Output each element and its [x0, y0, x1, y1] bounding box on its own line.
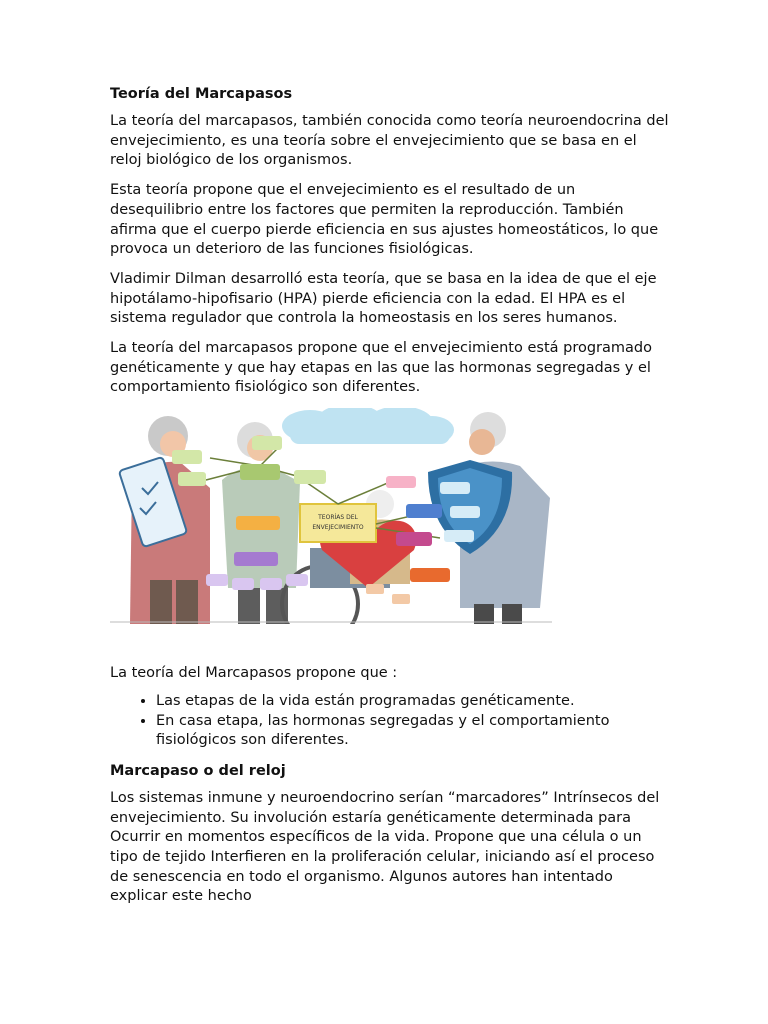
- cloud-shape: [282, 408, 454, 444]
- aging-theories-illustration: [110, 408, 552, 624]
- center-label-box: [300, 504, 376, 542]
- paragraph: Los sistemas inmune y neuroendocrino serían “marcadores” Intrínsecos del envejecimiento. Su involución estaría genéticamente determinada para Ocurrir en momentos específicos de la vida. Propone que una célula o un tipo de tejido Interfieren en la proliferación celular, iniciando así el proceso de senescencia en todo el organismo. Algunos autores han intentado explicar este hecho: [110, 789, 660, 905]
- paragraph: La teoría del marcapasos propone que el envejecimiento está programado genéticamente y que hay etapas en las que las hormonas segregadas y el comportamiento fisiológico son diferentes.: [110, 340, 652, 396]
- section-title-reloj: Marcapaso o del reloj: [110, 762, 286, 779]
- section-title-teoria: Teoría del Marcapasos: [110, 86, 293, 102]
- bullet-list: [110, 692, 670, 751]
- elderly-man-shield-figure: [428, 412, 550, 624]
- paragraph: Esta teoría propone que el envejecimiento es el resultado de un desequilibrio entre los factores que permiten la reproducción. También afirma que el cuerpo pierde eficiencia en sus ajustes homeostáticos, lo que provoca un deterioro de las funciones fisiológicas.: [110, 182, 659, 258]
- document-content: [110, 84, 670, 917]
- paragraph: Vladimir Dilman desarrolló esta teoría, que se basa en la idea de que el eje hipotálamo-hipofisario (HPA) pierde eficiencia con la edad. El HPA es el sistema regulador que controla la homeostasis en los seres humanos.: [110, 270, 657, 327]
- elderly-woman-figure: [119, 416, 210, 624]
- list-intro: La teoría del Marcapasos propone que :: [110, 665, 398, 682]
- center-label-line1: TEORÍAS DEL: [318, 514, 358, 522]
- list-item: • En casa etapa, las hormonas segregadas y el comportamiento fisiológicos son diferentes.: [156, 712, 670, 751]
- paragraph: La teoría del marcapasos, también conocida como teoría neuroendocrina del envejecimiento, es una teoría sobre el envejecimiento que se basa en el reloj biológico de los organismos.: [110, 113, 669, 169]
- list-item: • Las etapas de la vida están programadas genéticamente.: [156, 692, 670, 712]
- center-label-line2: ENVEJECIMIENTO: [312, 524, 364, 532]
